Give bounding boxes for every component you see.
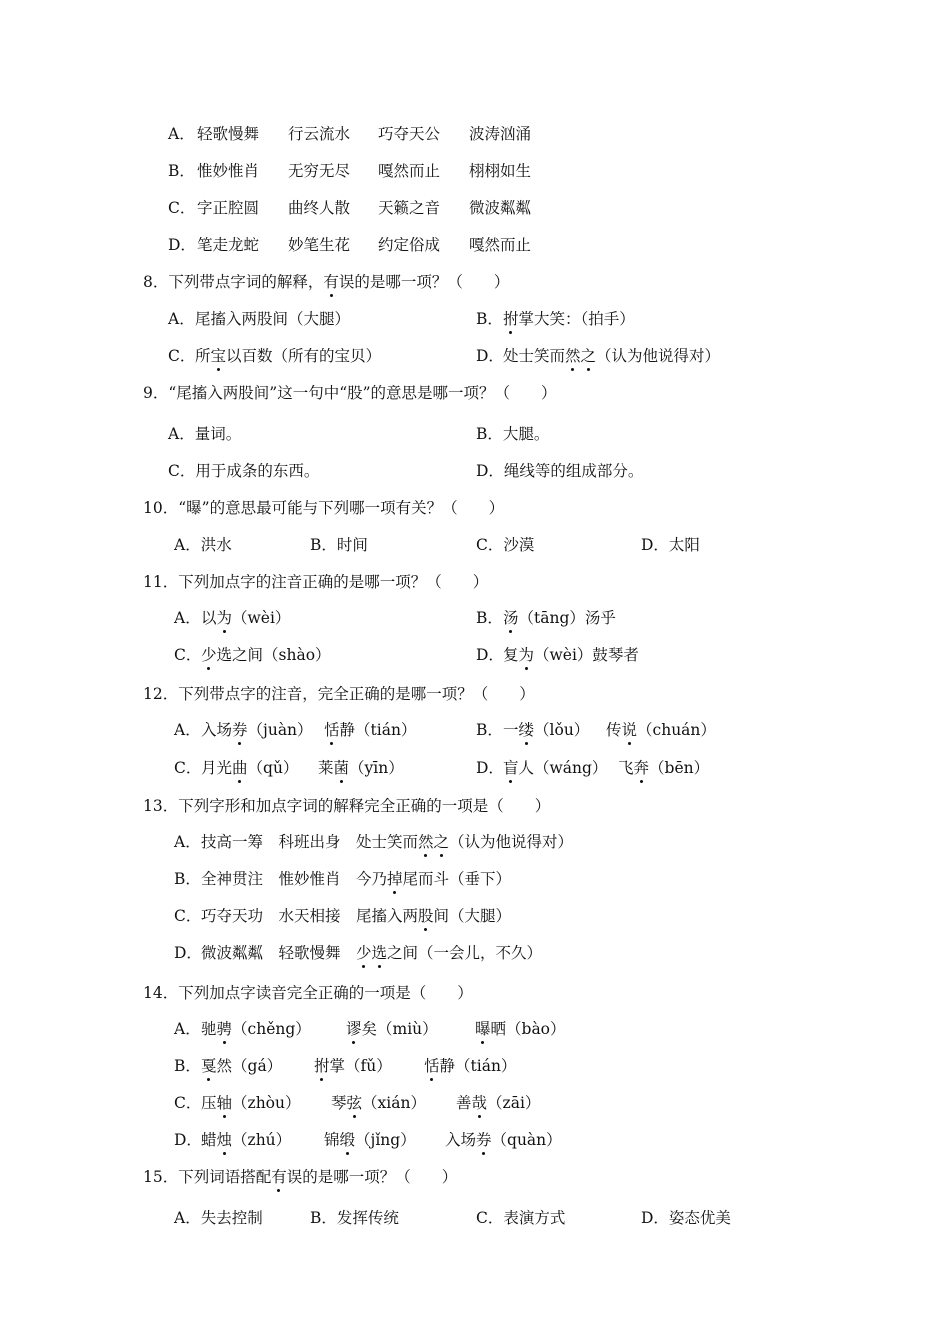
q11-option-b: [476, 606, 616, 628]
option-text: 微波粼粼 轻歌慢舞: [201, 944, 357, 962]
q12-option-c-term-2: [318, 756, 404, 778]
q7-a-term-1: 轻歌慢舞: [197, 125, 260, 143]
option-text: 一: [503, 721, 519, 739]
q12-stem: [0, 682, 950, 708]
q7-a-term-2: 行云流水: [288, 125, 351, 143]
option-text: 之间（一会儿，不久）: [387, 944, 543, 962]
q14-c-term-3: [456, 1091, 540, 1113]
option-text: 锦: [324, 1131, 340, 1149]
dotted-char: 骋: [217, 1017, 233, 1039]
q7-d-term-3: 约定俗成: [378, 236, 441, 254]
q11-options-row-2: [0, 643, 950, 669]
q7-a-term-3: 巧夺天公: [378, 125, 441, 143]
q14-a-term-3: [475, 1017, 566, 1039]
option-text: 蜡: [201, 1131, 217, 1149]
option-text: 间（大腿）: [433, 907, 512, 925]
option-text: 驰: [201, 1020, 217, 1038]
dotted-char: 菌: [334, 756, 350, 778]
option-text: 月光: [201, 759, 233, 777]
q9-option-a: A．量词。: [168, 425, 242, 443]
option-text: 所: [195, 347, 211, 365]
q13-option-b-text: [174, 867, 511, 889]
q7-d-term-4: 嘎然而止: [469, 236, 532, 254]
question-text: 12．下列带点字的注音，完全正确的是哪一项？（ ）: [143, 685, 535, 703]
question-text: 10．“曝”的意思最可能与下列哪一项有关？（ ）: [143, 499, 505, 517]
option-text: 琴: [331, 1094, 347, 1112]
q12-options-row-1: [0, 718, 950, 744]
option-text: （tāng）汤乎: [518, 609, 616, 627]
dotted-char: 恬: [424, 1054, 440, 1076]
dotted-char: 哉: [472, 1091, 488, 1113]
option-label: A．: [168, 125, 195, 143]
option-text: 善: [456, 1094, 472, 1112]
option-text: 技高一筹 科班出身 处士笑而: [201, 833, 419, 851]
option-text: 巧夺天功 水天相接 尾搐入两: [201, 907, 419, 925]
q15-option-a: A．失去控制: [174, 1209, 263, 1227]
dotted-char: 盲: [503, 756, 519, 778]
q7-c-term-2: 曲终人散: [288, 199, 351, 217]
q7-b-term-3: 嘎然而止: [378, 162, 441, 180]
option-label: B．: [174, 1057, 201, 1075]
option-label: B．: [476, 609, 503, 627]
option-label: A．: [174, 833, 201, 851]
q13-option-b: [0, 867, 950, 893]
q12-option-a: [174, 718, 313, 740]
dotted-char: 缎: [340, 1128, 356, 1150]
option-text: （chěng）: [232, 1020, 311, 1038]
dotted-char: 谬: [346, 1017, 362, 1039]
dotted-char: 曲: [232, 756, 248, 778]
q9-option-d: D．绳线等的组成部分。: [476, 462, 644, 480]
q14-d-term-2: [324, 1128, 416, 1150]
q13-option-c-text: [174, 904, 511, 926]
option-label: A．: [174, 609, 201, 627]
q12-option-c: [174, 756, 298, 778]
option-label: B．: [174, 870, 201, 888]
question-text: 9．“尾搐入两股间”这一句中“股”的意思是哪一项？（ ）: [143, 384, 557, 402]
dotted-char: 有: [271, 1165, 287, 1187]
q9-stem: [0, 381, 950, 407]
option-text: 尾搐入两股间（大腿）: [195, 310, 351, 328]
option-label: C．: [174, 646, 202, 664]
option-text: 复: [503, 646, 519, 664]
option-text: 掌大笑：（拍手）: [518, 310, 635, 328]
dotted-char: 曝: [475, 1017, 491, 1039]
option-text: 以百数（所有的宝贝）: [226, 347, 382, 365]
option-text: 莱: [318, 759, 334, 777]
option-label: C．: [174, 907, 202, 925]
dotted-char: 券: [476, 1128, 492, 1150]
q10-option-a: A．洪水: [174, 536, 232, 554]
q8-option-d: [476, 344, 720, 366]
q7-c-term-1: 字正腔圆: [197, 199, 260, 217]
option-text: 尾而斗（垂下）: [402, 870, 512, 888]
option-text: 传: [606, 721, 622, 739]
dotted-char: 选: [372, 941, 388, 963]
option-text: 掌（fǔ）: [329, 1057, 392, 1075]
q14-a-term-1: [174, 1017, 311, 1039]
q15-option-b: B．发挥传统: [310, 1209, 399, 1227]
option-text: 处士笑而: [503, 347, 566, 365]
option-text: 静（tián）: [339, 721, 417, 739]
q11-option-d: [476, 643, 639, 665]
q10-stem: [0, 496, 950, 522]
q14-b-term-2: [314, 1054, 392, 1076]
q12-option-a-term-2: [324, 718, 416, 740]
dotted-char: 股: [418, 904, 434, 926]
q8-options-row-1: [0, 307, 950, 333]
option-label: A．: [174, 1020, 201, 1038]
q12-option-d: [476, 756, 607, 778]
q14-d-term-3: [445, 1128, 562, 1150]
q7-a-term-4: 波涛汹涌: [469, 125, 532, 143]
q14-option-d: [0, 1128, 950, 1154]
dotted-char: 汤: [503, 606, 519, 628]
q14-d-term-1: [174, 1128, 291, 1150]
dotted-char: 奔: [634, 756, 650, 778]
option-text: 入场: [201, 721, 233, 739]
dotted-char: 券: [232, 718, 248, 740]
dotted-char: 掉: [387, 867, 403, 889]
dotted-char: 有: [323, 270, 339, 292]
option-text: （wèi）: [232, 609, 291, 627]
stem-part: 15．下列词语搭配: [143, 1168, 272, 1186]
dotted-char: 恬: [324, 718, 340, 740]
dotted-char: 然: [565, 344, 581, 366]
q7-d-term-1: 笔走龙蛇: [197, 236, 260, 254]
option-text: （yīn）: [349, 759, 404, 777]
q10-options: [0, 533, 950, 559]
dotted-char: 弦: [347, 1091, 363, 1113]
q7-option-d: [0, 233, 950, 259]
q13-stem: [0, 794, 950, 820]
q7-b-term-4: 栩栩如生: [469, 162, 532, 180]
q10-option-c: C．沙漠: [476, 536, 535, 554]
q15-option-d: D．姿态优美: [641, 1209, 731, 1227]
q7-c-term-4: 微波粼粼: [469, 199, 532, 217]
q15-options: [0, 1206, 950, 1232]
q8-stem: [0, 270, 950, 296]
q14-option-b: [0, 1054, 950, 1080]
q7-b-term-2: 无穷无尽: [288, 162, 351, 180]
q15-stem: [0, 1165, 950, 1191]
option-text: （认为他说得对）: [596, 347, 721, 365]
q14-c-term-2: [331, 1091, 426, 1113]
dotted-char: 然: [418, 830, 434, 852]
question-text: [143, 1165, 457, 1187]
option-text: 入场: [445, 1131, 477, 1149]
stem-part: 误的是哪一项？（ ）: [338, 273, 510, 291]
q10-option-b: B．时间: [310, 536, 368, 554]
q9-option-c: C．用于成条的东西。: [168, 462, 320, 480]
q14-a-term-2: [346, 1017, 438, 1039]
option-label: C．: [174, 1094, 202, 1112]
q12-option-b: [476, 718, 589, 740]
option-text: （jǐng）: [355, 1131, 416, 1149]
dotted-char: 说: [622, 718, 638, 740]
q8-option-b: [476, 307, 635, 329]
q11-option-c: [174, 643, 331, 665]
option-text: 以: [201, 609, 217, 627]
dotted-char: 轴: [217, 1091, 233, 1113]
q8-option-a: [168, 307, 350, 329]
question-text: 11．下列加点字的注音正确的是哪一项？（ ）: [143, 573, 489, 591]
option-text: 选之间（shào）: [216, 646, 331, 664]
q15-option-c: C．表演方式: [476, 1209, 566, 1227]
q7-option-b: [0, 159, 950, 185]
q7-b-term-1: 惟妙惟肖: [197, 162, 260, 180]
q9-option-b: B．大腿。: [476, 425, 550, 443]
q8-option-c: [168, 344, 381, 366]
option-text: （bēn）: [649, 759, 710, 777]
dotted-char: 之: [581, 344, 597, 366]
dotted-char: 少: [201, 643, 217, 665]
option-label: B．: [476, 721, 503, 739]
q7-d-term-2: 妙笔生花: [288, 236, 351, 254]
q11-stem: [0, 570, 950, 596]
q14-b-term-3: [424, 1054, 516, 1076]
dotted-char: 缕: [519, 718, 535, 740]
q13-option-a: [0, 830, 950, 856]
dotted-char: 烛: [217, 1128, 233, 1150]
q14-b-term-1: [174, 1054, 282, 1076]
option-text: （zhòu）: [232, 1094, 301, 1112]
option-label: C．: [168, 347, 196, 365]
option-text: 压: [201, 1094, 217, 1112]
option-text: 静（tián）: [439, 1057, 517, 1075]
option-text: （认为他说得对）: [449, 833, 574, 851]
option-text: 矣（miù）: [361, 1020, 438, 1038]
dotted-char: 之: [434, 830, 450, 852]
option-label: B．: [476, 310, 503, 328]
q14-option-c: [0, 1091, 950, 1117]
option-label: D．: [476, 347, 504, 365]
option-text: （qǔ）: [247, 759, 299, 777]
option-label: D．: [476, 759, 504, 777]
stem-part: 误的是哪一项？（ ）: [286, 1168, 458, 1186]
q14-option-a: [0, 1017, 950, 1043]
option-label: D．: [476, 646, 504, 664]
option-text: （wèi）鼓琴者: [534, 646, 639, 664]
option-text: （quàn）: [491, 1131, 562, 1149]
option-text: 人（wáng）: [518, 759, 608, 777]
q14-stem: [0, 981, 950, 1007]
option-text: （lǒu）: [534, 721, 590, 739]
option-label: C．: [168, 199, 196, 217]
q13-option-d-text: [174, 941, 542, 963]
stem-part: 8．下列带点字词的解释，: [143, 273, 324, 291]
dotted-char: 为: [217, 606, 233, 628]
option-text: 全神贯注 惟妙惟肖 今乃: [201, 870, 388, 888]
option-text: （zāi）: [487, 1094, 541, 1112]
question-text: 14．下列加点字读音完全正确的一项是（ ）: [143, 984, 473, 1002]
option-label: C．: [174, 759, 202, 777]
dotted-char: 拊: [503, 307, 519, 329]
q10-option-d: D．太阳: [641, 536, 700, 554]
option-text: 然（gá）: [216, 1057, 283, 1075]
q8-options-row-2: [0, 344, 950, 370]
dotted-char: 戛: [201, 1054, 217, 1076]
q9-options-row-2: [0, 459, 950, 485]
q13-option-d: [0, 941, 950, 967]
q7-c-term-3: 天籁之音: [378, 199, 441, 217]
q12-option-b-term-2: [606, 718, 716, 740]
option-label: D．: [174, 1131, 202, 1149]
dotted-char: 拊: [314, 1054, 330, 1076]
option-label: B．: [168, 162, 195, 180]
dotted-char: 宝: [211, 344, 227, 366]
q14-c-term-1: [174, 1091, 301, 1113]
dotted-char: 少: [356, 941, 372, 963]
option-text: 晒（bào）: [490, 1020, 566, 1038]
question-text: 13．下列字形和加点字词的解释完全正确的一项是（ ）: [143, 797, 551, 815]
option-text: （juàn）: [247, 721, 313, 739]
option-label: A．: [174, 721, 201, 739]
q12-option-d-term-2: [618, 756, 709, 778]
option-label: D．: [168, 236, 196, 254]
q7-option-a: [0, 122, 950, 148]
option-text: （xián）: [362, 1094, 426, 1112]
option-text: 飞: [618, 759, 634, 777]
q7-option-c: [0, 196, 950, 222]
dotted-char: 为: [519, 643, 535, 665]
q9-options-row-1: [0, 422, 950, 448]
option-text: （zhú）: [232, 1131, 292, 1149]
q11-options-row-1: [0, 606, 950, 632]
q13-option-c: [0, 904, 950, 930]
option-label: A．: [168, 310, 195, 328]
question-text: [143, 270, 509, 292]
q12-options-row-2: [0, 756, 950, 782]
q13-option-a-text: [174, 830, 573, 852]
option-text: （chuán）: [637, 721, 716, 739]
q11-option-a: [174, 606, 290, 628]
option-label: D．: [174, 944, 202, 962]
